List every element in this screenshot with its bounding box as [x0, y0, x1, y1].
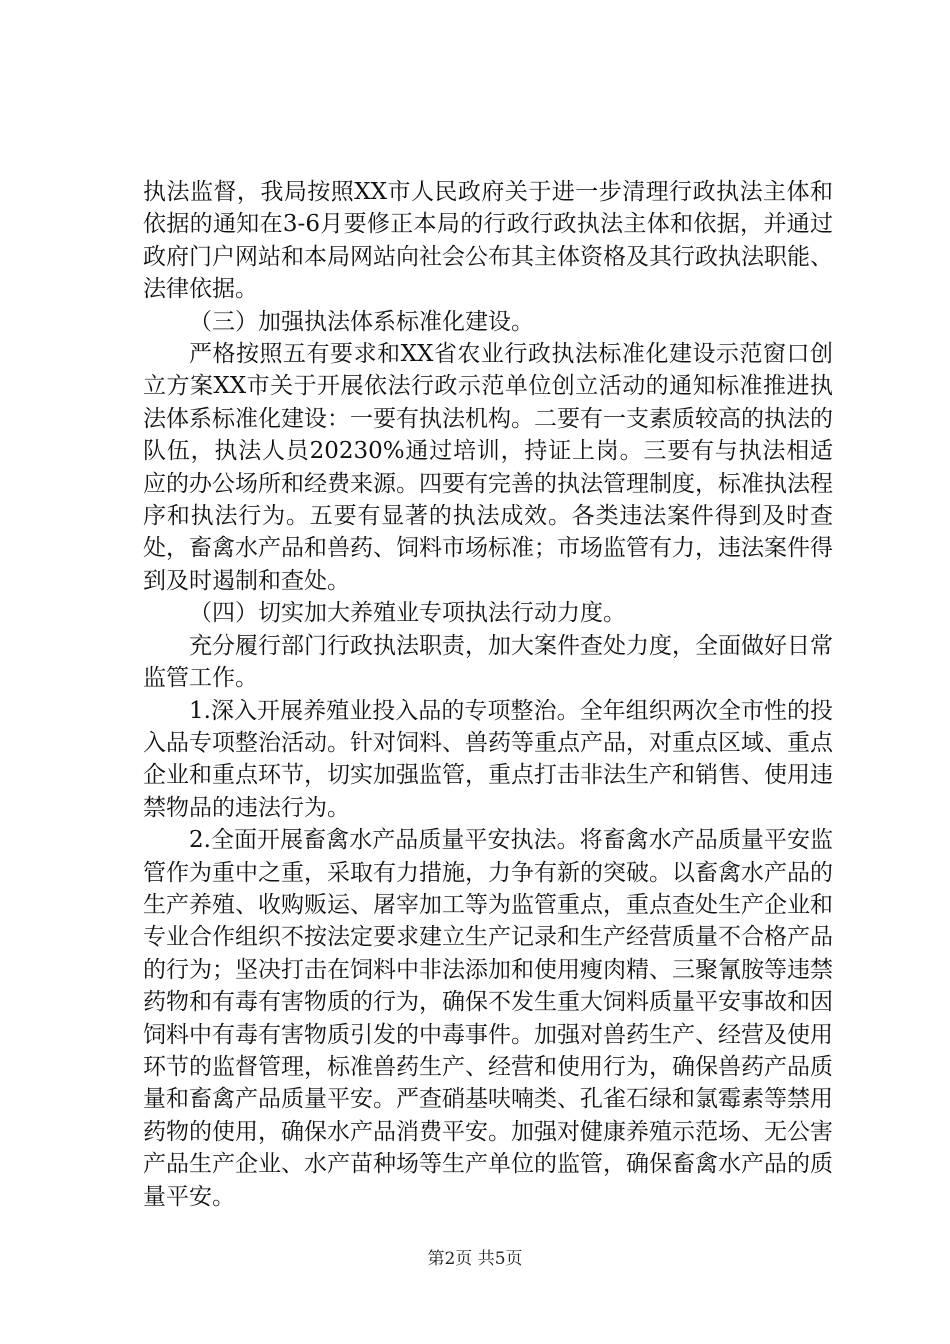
section-heading-4: （四）切实加大养殖业专项执法行动力度。: [189, 600, 626, 627]
section-heading-3: （三）加强执法体系标准化建设。: [189, 308, 534, 335]
paragraph-duties: 充分履行部门行政执法职责，加大案件查处力度，全面做好日常监管工作。: [143, 632, 833, 692]
paragraph-item-1: 1.深入开展养殖业投入品的专项整治。全年组织两次全市性的投入品专项整治活动。针对饲料、兽药等重点产品，对重点区域、重点企业和重点环节，切实加强监管，重点打击非法生产和销售、使用违禁物品的违法行为。: [143, 697, 833, 821]
page-footer: 第2页 共5页: [427, 1249, 523, 1269]
paragraph-standardization: 严格按照五有要求和XX省农业行政执法标准化建设示范窗口创立方案XX市关于开展依法行政示范单位创立活动的通知标准推进执法体系标准化建设：一要有执法机构。二要有一支素质较高的执法的队伍，执法人员20230%通过培训，持证上岗。三要有与执法相适应的办公场所和经费来源。四要有完善的执法管理制度，标准执法程序和执法行为。五要有显著的执法成效。各类违法案件得到及时查处，畜禽水产品和兽药、饲料市场标准；市场监管有力，违法案件得到及时遏制和查处。: [143, 341, 833, 594]
paragraph-item-2: 2.全面开展畜禽水产品质量平安执法。将畜禽水产品质量平安监管作为重中之重，采取有力措施，力争有新的突破。以畜禽水产品的生产养殖、收购贩运、屠宰加工等为监管重点，重点查处生产企业和专业合作组织不按法定要求建立生产记录和生产经营质量不合格产品的行为；坚决打击在饲料中非法添加和使用瘦肉精、三聚氰胺等违禁药物和有毒有害物质的行为，确保不发生重大饲料质量平安事故和因饲料中有毒有害物质引发的中毒事件。加强对兽药生产、经营及使用环节的监督管理，标准兽药生产、经营和使用行为，确保兽药产品质量和畜禽产品质量平安。严查硝基呋喃类、孔雀石绿和氯霉素等禁用药物的使用，确保水产品消费平安。加强对健康养殖示范场、无公害产品生产企业、水产苗种场等生产单位的监管，确保畜禽水产品的质量平安。: [143, 827, 833, 1210]
document-body: [143, 176, 833, 1213]
paragraph-continuation: 执法监督，我局按照XX市人民政府关于进一步清理行政执法主体和依据的通知在3-6月要修正本局的行政行政执法主体和依据，并通过政府门户网站和本局网站向社会公布其主体资格及其行政执法职能、法律依据。: [143, 179, 833, 303]
